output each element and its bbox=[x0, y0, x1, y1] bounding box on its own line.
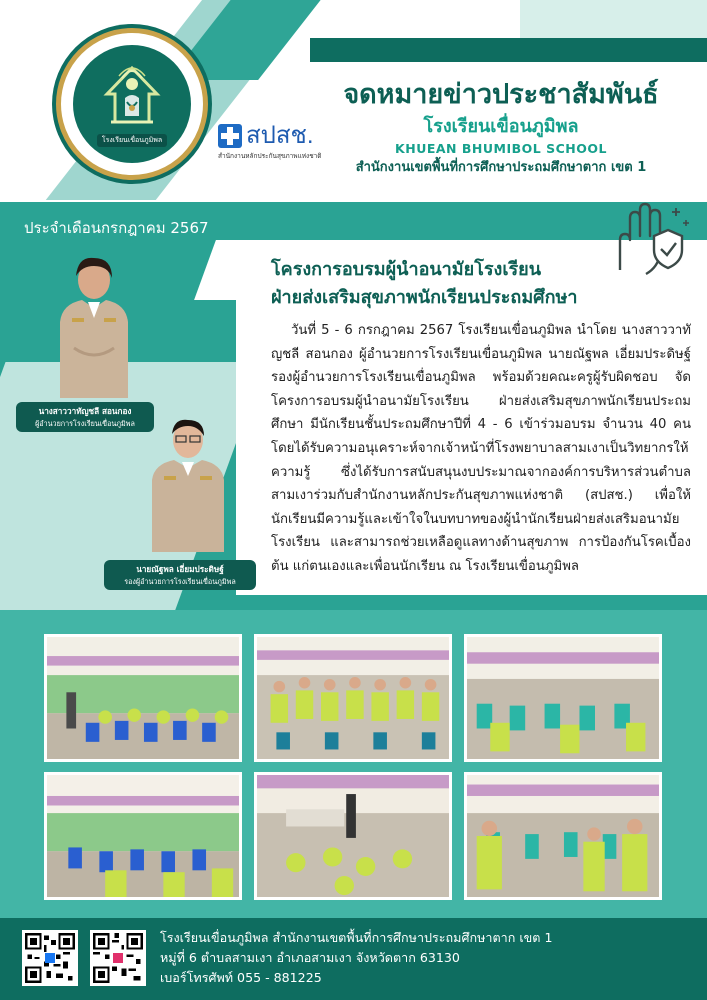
activity-photo-3 bbox=[464, 634, 662, 762]
header-stripe-dark bbox=[310, 38, 707, 62]
article-body bbox=[271, 319, 691, 579]
school-logo bbox=[56, 28, 208, 180]
deputy-name: นายณัฐพล เอี่ยมประดิษฐ์ bbox=[136, 564, 224, 574]
activity-photo-5 bbox=[254, 772, 452, 900]
director-title: ผู้อำนวยการโรงเรียนเขื่อนภูมิพล bbox=[35, 419, 135, 428]
school-name-en: KHUEAN BHUMIBOL SCHOOL bbox=[395, 141, 607, 156]
deputy-title: รองผู้อำนวยการโรงเรียนเขื่อนภูมิพล bbox=[124, 577, 236, 586]
nhso-subtitle: สำนักงานหลักประกันสุขภาพแห่งชาติ bbox=[218, 152, 322, 160]
photo-gallery bbox=[0, 610, 707, 918]
school-logo-inner bbox=[73, 45, 191, 163]
school-crest-icon bbox=[97, 62, 167, 132]
activity-photo-4 bbox=[44, 772, 242, 900]
deputy-name-tag bbox=[104, 560, 256, 590]
activity-photo-6 bbox=[464, 772, 662, 900]
activity-photo-2 bbox=[254, 634, 452, 762]
month-bar bbox=[0, 210, 707, 240]
article-title-line2: ฝ่ายส่งเสริมสุขภาพนักเรียนประถมศึกษา bbox=[271, 287, 578, 308]
education-office: สำนักงานเขตพื้นที่การศึกษาประถมศึกษาตาก เขต 1 bbox=[355, 160, 647, 175]
qr-code-icon bbox=[90, 930, 146, 986]
article-title bbox=[271, 256, 691, 312]
footer-line-address: หมู่ที่ 6 ตำบลสามเงา อำเภอสามเงา จังหวัดตาก 63130 bbox=[160, 950, 460, 965]
header-stripe-pale bbox=[520, 0, 707, 38]
article-title-line1: โครงการอบรมผู้นำอนามัยโรงเรียน bbox=[271, 259, 541, 280]
nhso-text: สปสช. bbox=[246, 122, 314, 149]
director-name: นางสาววาทัญชลี สอนกอง bbox=[38, 406, 132, 416]
qr-code-icon bbox=[22, 930, 78, 986]
footer-line-school: โรงเรียนเขื่อนภูมิพล สำนักงานเขตพื้นที่การศึกษาประถมศึกษาตาก เขต 1 bbox=[160, 930, 553, 945]
month-label: ประจำเดือนกรกฎาคม 2567 bbox=[24, 219, 209, 237]
footer bbox=[0, 918, 707, 1000]
nhso-logo bbox=[218, 124, 338, 161]
title-block bbox=[321, 78, 681, 178]
director-name-tag bbox=[16, 402, 154, 432]
deputy-director-photo bbox=[142, 414, 234, 552]
article-paragraph: วันที่ 5 - 6 กรกฎาคม 2567 โรงเรียนเขื่อนภูมิพล นำโดย นางสาววาทัญชลี สอนกอง ผู้อำนวยการโรงเรียนเขื่อนภูมิพล นายณัฐพล เอี่ยมประดิษฐ์ รองผู้อำนวยการโรงเรียนเขื่อนภูมิพล พร้อมด้วยคณะครูผู้รับผิดชอบ จัดโครงการอบรมผู้นำอนามัยโรงเรียน ฝ่ายส่งเสริมสุขภาพนักเรียนประถมศึกษา มีนักเรียนชั้นประถมศึกษาปีที่ 4 - 6 เข้าร่วมอบรม จำนวน 40 คน โดยได้รับความอนุเคราะห์จากเจ้าหน้าที่โรงพยาบาลสามเงาเป็นวิทยากรให้ความรู้ ซึ่งได้รับการสนับสนุนงบประมาณจากองค์การบริหารส่วนตำบลสามเงาร่วมกับสำนักงานหลักประกันสุขภาพแห่งชาติ (สปสช.) เพื่อให้นักเรียนมีความรู้และเข้าใจในบทบาทของผู้นำนักเรียนฝ่ายส่งเสริมอนามัยโรงเรียน และสามารถช่วยเหลือดูแลทางด้านสุขภาพ การป้องกันโรคเบื้องต้น แก่ตนเองและเพื่อนนักเรียน ณ โรงเรียนเขื่อนภูมิพล bbox=[271, 323, 691, 574]
activity-photo-1 bbox=[44, 634, 242, 762]
newsletter-title: จดหมายข่าวประชาสัมพันธ์ bbox=[343, 79, 659, 110]
nhso-logo-icon bbox=[218, 124, 242, 148]
director-photo bbox=[48, 252, 140, 398]
footer-contact bbox=[160, 928, 552, 988]
footer-line-phone: เบอร์โทรศัพท์ 055 - 881225 bbox=[160, 970, 322, 985]
school-name-th: โรงเรียนเขื่อนภูมิพล bbox=[423, 116, 579, 137]
logo-caption: โรงเรียนเขื่อนภูมิพล bbox=[97, 134, 167, 147]
